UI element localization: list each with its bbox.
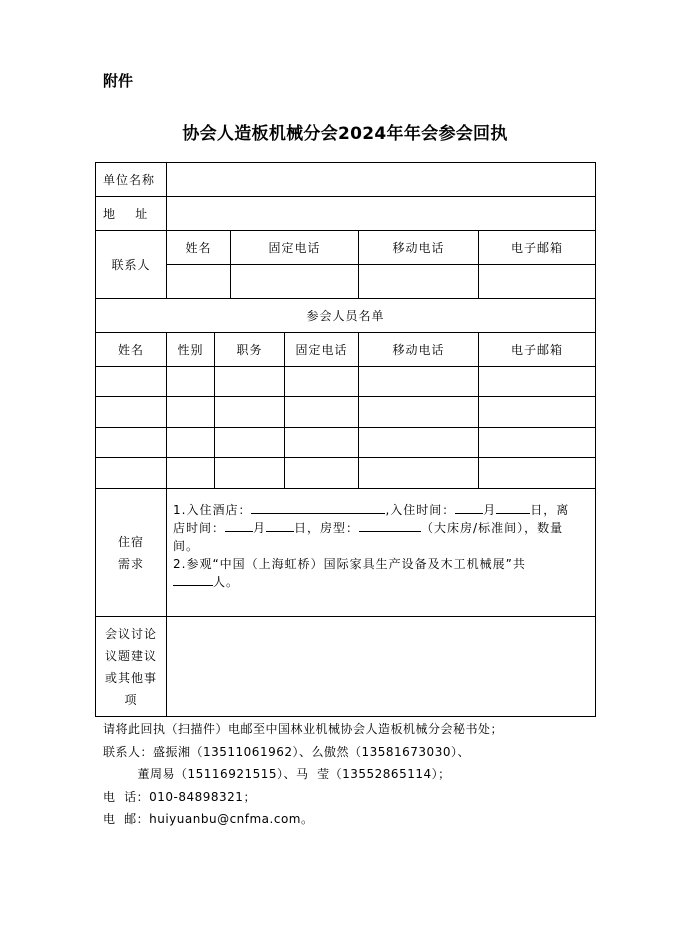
lodging-text: ,入住时间：	[385, 503, 456, 517]
contact-input-row	[96, 265, 596, 299]
attendee-cell[interactable]	[96, 428, 167, 458]
footer-email: 电 邮：huiyuanbu@cnfma.com。	[103, 812, 314, 826]
attendee-row	[96, 397, 596, 428]
lodging-text: 1.入住酒店：	[173, 503, 252, 517]
address-field[interactable]	[167, 197, 596, 231]
address-label: 地 址	[96, 197, 167, 231]
attendee-cell[interactable]	[479, 428, 596, 458]
attendee-cell[interactable]	[215, 458, 285, 489]
attendee-row	[96, 428, 596, 458]
attendee-cell[interactable]	[167, 397, 215, 428]
attendee-cell[interactable]	[285, 428, 359, 458]
attendee-header-email: 电子邮箱	[479, 333, 596, 367]
attendee-row	[96, 458, 596, 489]
topics-label-line: 议题建议	[104, 648, 157, 663]
lodging-text: 间。	[173, 539, 200, 553]
contact-name-field[interactable]	[167, 265, 231, 299]
attendee-cell[interactable]	[96, 458, 167, 489]
checkout-month-blank[interactable]	[225, 519, 253, 532]
lodging-text: 店时间：	[173, 521, 226, 535]
contact-email-field[interactable]	[479, 265, 596, 299]
attendee-cell[interactable]	[479, 397, 596, 428]
contact-header-name: 姓名	[167, 231, 231, 265]
lodging-text: 日，离	[530, 503, 570, 517]
lodging-label-line: 住宿	[117, 534, 144, 549]
attendee-cell[interactable]	[285, 397, 359, 428]
unit-name-label: 单位名称	[96, 163, 167, 197]
footer-instruction: 请将此回执（扫描件）电邮至中国林业机械协会人造板机械分会秘书处；	[103, 722, 504, 736]
attendee-cell[interactable]	[359, 397, 479, 428]
attendee-header-name: 姓名	[96, 333, 167, 367]
lodging-text: 月	[483, 503, 497, 517]
attendee-list-title-row	[96, 299, 596, 333]
lodging-row	[96, 489, 596, 617]
checkin-month-blank[interactable]	[455, 501, 483, 514]
address-row	[96, 197, 596, 231]
unit-name-row	[96, 163, 596, 197]
topics-label-line: 或其他事	[104, 670, 157, 685]
attendee-cell[interactable]	[96, 367, 167, 397]
attendee-cell[interactable]	[359, 367, 479, 397]
footer-phone: 电 话：010-84898321；	[103, 789, 256, 804]
lodging-text: （大床房/标准间），数量	[421, 521, 564, 535]
topics-row	[96, 617, 596, 717]
attendee-header-mobile: 移动电话	[359, 333, 479, 367]
attendee-cell[interactable]	[167, 428, 215, 458]
lodging-text: 人。	[213, 575, 240, 589]
attendee-header-position: 职务	[215, 333, 285, 367]
unit-name-field[interactable]	[167, 163, 596, 197]
attendee-cell[interactable]	[215, 428, 285, 458]
contact-header-mobile: 移动电话	[359, 231, 479, 265]
attendee-cell[interactable]	[167, 367, 215, 397]
attendee-cell[interactable]	[215, 397, 285, 428]
topics-field[interactable]	[167, 617, 596, 717]
lodging-label	[96, 489, 167, 617]
topics-label	[96, 617, 167, 717]
checkout-day-blank[interactable]	[266, 519, 294, 532]
attendee-cell[interactable]	[285, 458, 359, 489]
contact-phone-field[interactable]	[231, 265, 359, 299]
attendee-cell[interactable]	[215, 367, 285, 397]
lodging-text: 日，房型：	[294, 521, 360, 535]
registration-form-table	[95, 162, 596, 717]
contact-header-row	[96, 231, 596, 265]
attendee-row	[96, 367, 596, 397]
attendee-cell[interactable]	[167, 458, 215, 489]
contact-mobile-field[interactable]	[359, 265, 479, 299]
lodging-text: 2.参观“中国（上海虹桥）国际家具生产设备及木工机械展”共	[173, 557, 526, 571]
attendee-header-phone: 固定电话	[285, 333, 359, 367]
attendee-cell[interactable]	[285, 367, 359, 397]
contact-header-phone: 固定电话	[231, 231, 359, 265]
contact-label: 联系人	[96, 231, 167, 299]
attendee-cell[interactable]	[96, 397, 167, 428]
lodging-text: 月	[253, 521, 267, 535]
attendee-list-label: 参会人员名单	[96, 299, 596, 333]
footer-contacts-cont: 董周易（15116921515）、马 莹（13552865114）；	[103, 767, 451, 781]
room-type-blank[interactable]	[359, 519, 421, 532]
attendee-header-row	[96, 333, 596, 367]
visit-count-blank[interactable]	[173, 573, 213, 586]
attendee-header-gender: 性别	[167, 333, 215, 367]
lodging-label-line: 需求	[117, 556, 144, 571]
topics-label-line: 项	[124, 692, 138, 707]
attendee-cell[interactable]	[359, 458, 479, 489]
page-title: 协会人造板机械分会2024年年会参会回执	[182, 124, 508, 144]
contact-header-email: 电子邮箱	[479, 231, 596, 265]
attachment-label: 附件	[103, 72, 134, 90]
footer-notes	[103, 718, 503, 831]
attendee-cell[interactable]	[479, 458, 596, 489]
attendee-cell[interactable]	[479, 367, 596, 397]
checkin-day-blank[interactable]	[496, 501, 530, 514]
footer-contacts: 联系人：盛振湘（13511061962）、么傲然（13581673030）、	[103, 744, 470, 759]
lodging-details	[167, 489, 596, 617]
attendee-cell[interactable]	[359, 428, 479, 458]
topics-label-line: 会议讨论	[104, 626, 157, 641]
hotel-blank[interactable]	[251, 501, 385, 514]
